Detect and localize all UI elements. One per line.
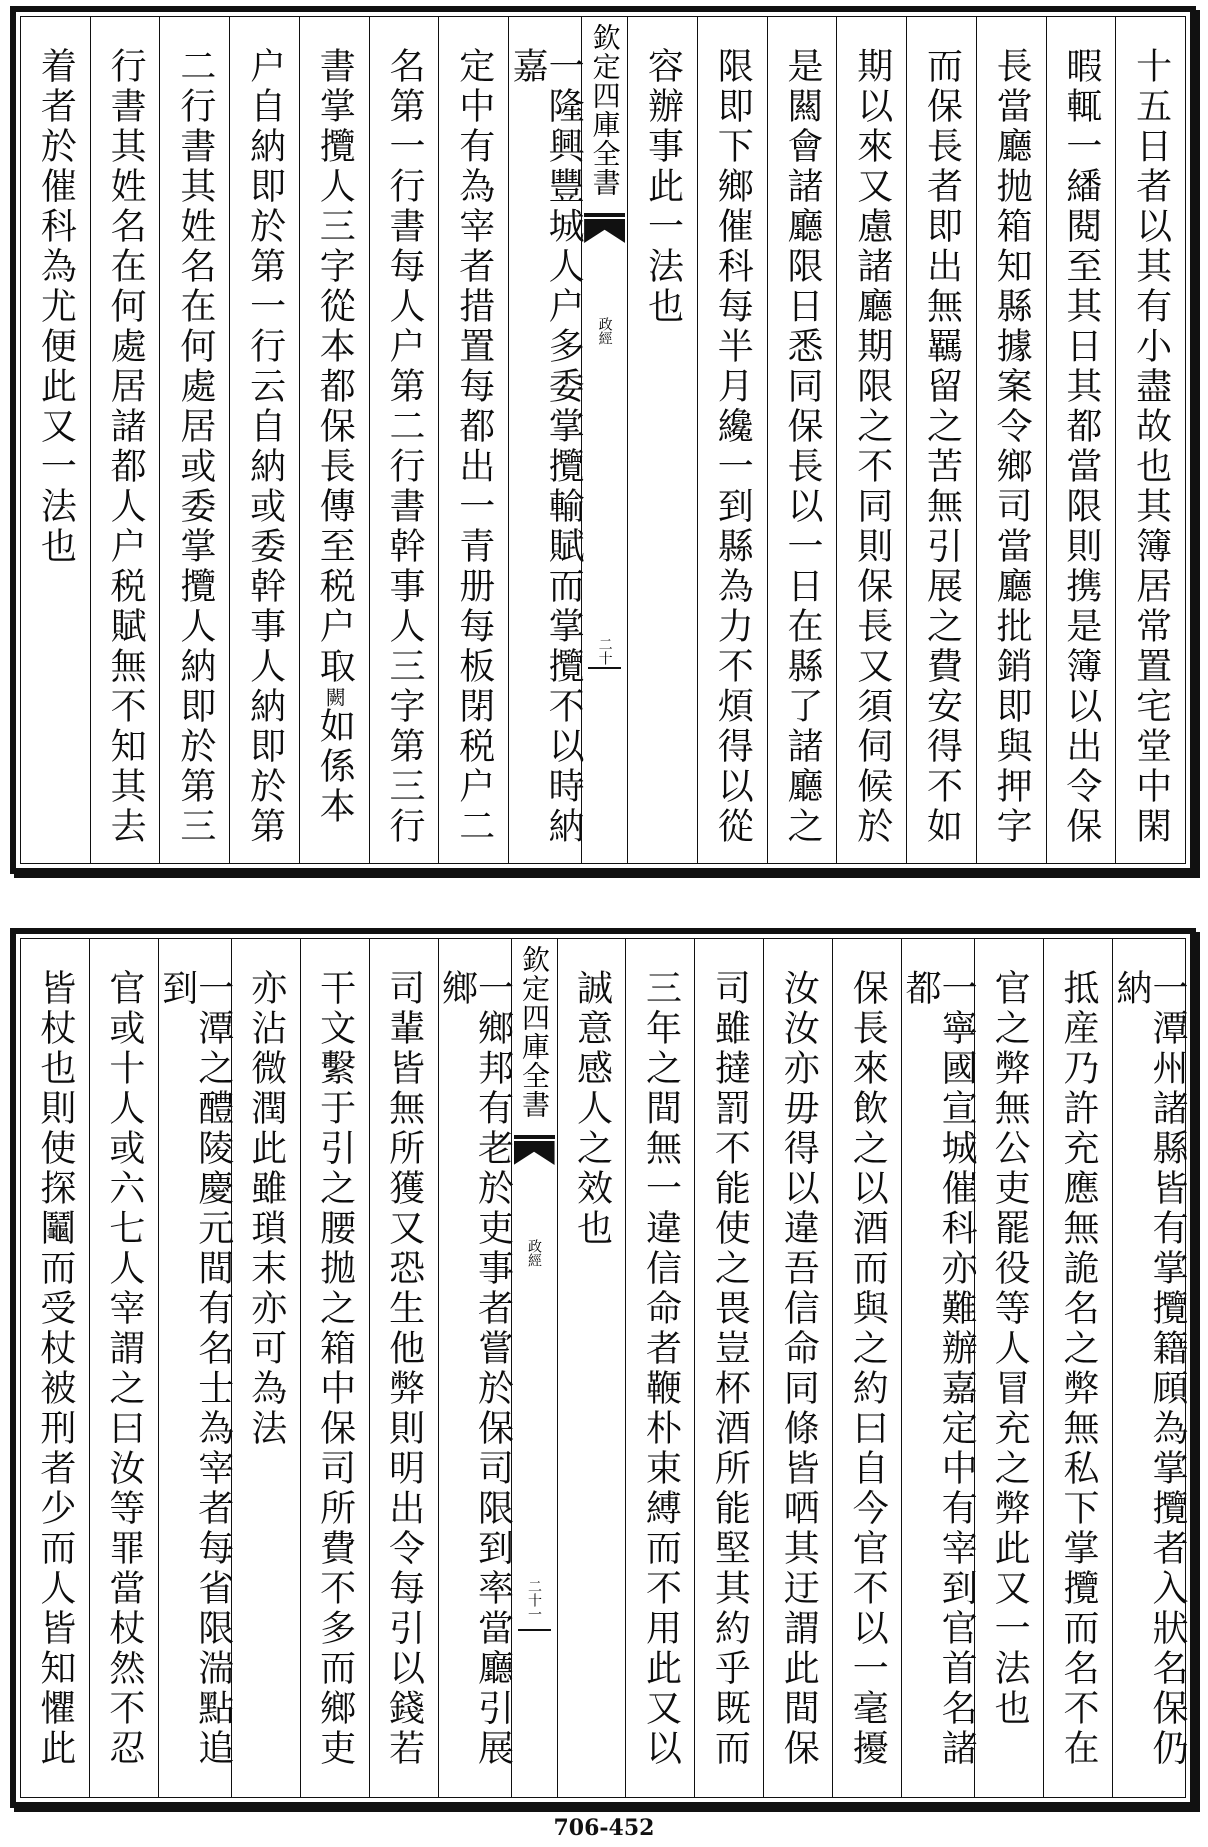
book-title: 欽定四庫全書 [588,23,622,197]
text-column: 司雖撻罰不能使之畏豈杯酒所能堅其約乎既而 [694,939,763,1797]
center-fold-column [581,17,627,863]
text-column: 抵産乃許充應無詭名之弊無私下掌攬而名不在 [1043,939,1112,1797]
text-column: 户自納即於第一行云自納或委幹事人納即於第 [229,17,299,863]
fishtail-ornament [514,1141,555,1165]
text-column: 汝汝亦毋得以違吾信命同條皆哂其迂謂此間保 [763,939,832,1797]
text-column: 官之弊無公吏罷役等人冒充之弊此又一法也 [974,939,1043,1797]
text-column: 十五日者以其有小盡故也其簿居常置宅堂中閑 [1115,17,1185,863]
page-number: 二十一 [526,1579,543,1621]
fishtail-ornament [584,219,625,243]
book-title: 欽定四庫全書 [518,945,552,1119]
volume-page-reference: 706-452 [553,1815,655,1841]
text-column: 暇輒一繙閱至其日其都當限則携是簿以出令保 [1046,17,1116,863]
text-column: 行書其姓名在何處居諸都人户税賦無不知其去 [90,17,160,863]
missing-character-note: 闕 [322,687,347,707]
text-column: 着者於催科為尤便此又一法也 [35,47,77,567]
text-column: 一鄉邦有老於吏事者嘗於保司限到率當廳引展鄉 [438,939,511,1797]
text-column: 定中有為宰者措置每都出一青册每板閉税户二 [438,17,508,863]
section-label: 政經 [526,1239,543,1267]
page-number: 二十 [596,637,613,665]
page-number-rule [518,1629,551,1631]
text-column: 一潭之醴陵慶元間有名士為宰者每省限湍點追到 [158,939,231,1797]
text-column: 期以來又慮諸廳期限之不同則保長又須伺候於 [836,17,906,863]
column-text-tail: 如係本 [314,707,356,827]
text-column: 亦沾微潤此雖瑣末亦可為法 [231,939,300,1797]
text-column: 容辦事此一法也 [627,17,697,863]
fold-line [514,1135,555,1139]
text-column: 干文繫于引之腰拋之箱中保司所費不多而鄉吏 [300,939,369,1797]
text-column: 限即下鄉催科每半月纔一到縣為力不煩得以從 [697,17,767,863]
text-column: 三年之間無一違信命者鞭朴束縛而不用此又以 [625,939,694,1797]
text-column: 官或十人或六七人宰謂之曰汝等罪當杖然不忍 [89,939,158,1797]
top-page [10,6,1196,874]
section-label: 政經 [596,317,613,345]
text-column: 一寧國宣城催科亦難辦嘉定中有宰到官首名諸都 [901,939,974,1797]
bottom-page-frame [20,938,1186,1798]
text-column: 保長來飲之以酒而與之約曰自今官不以一毫擾 [832,939,901,1797]
fold-line [584,213,625,217]
text-column: 一潭州諸縣皆有掌攬籍頋為掌攬者入狀名保仍納 [1112,939,1185,1797]
text-column: 一隆興豐城人户多委掌攬輸賦而掌攬不以時納嘉 [508,17,581,863]
text-column: 誠意感人之效也 [557,939,626,1797]
text-column: 而保長者即出無羈留之苦無引展之費安得不如 [906,17,976,863]
text-column-with-gap [299,17,369,863]
center-fold-column [511,939,557,1797]
text-column: 二行書其姓名在何處居或委掌攬人納即於第三 [159,17,229,863]
top-page-frame [20,16,1186,864]
text-column: 名第一行書每人户第二行書幹事人三字第三行 [369,17,439,863]
text-column: 是闗會諸廳限日悉同保長以一日在縣了諸廳之 [767,17,837,863]
bottom-page [10,928,1196,1808]
column-text: 書掌攬人三字從本都保長傳至税户取 [314,47,356,687]
page-number-rule [588,667,621,669]
text-column: 皆杖也則使探鬮而受杖被刑者少而人皆知懼此 [34,969,76,1769]
text-column: 司輩皆無所獲又恐生他弊則明出令每引以錢若 [369,939,438,1797]
text-column: 長當廳抛箱知縣據案令鄉司當廳批銷即與押字 [976,17,1046,863]
